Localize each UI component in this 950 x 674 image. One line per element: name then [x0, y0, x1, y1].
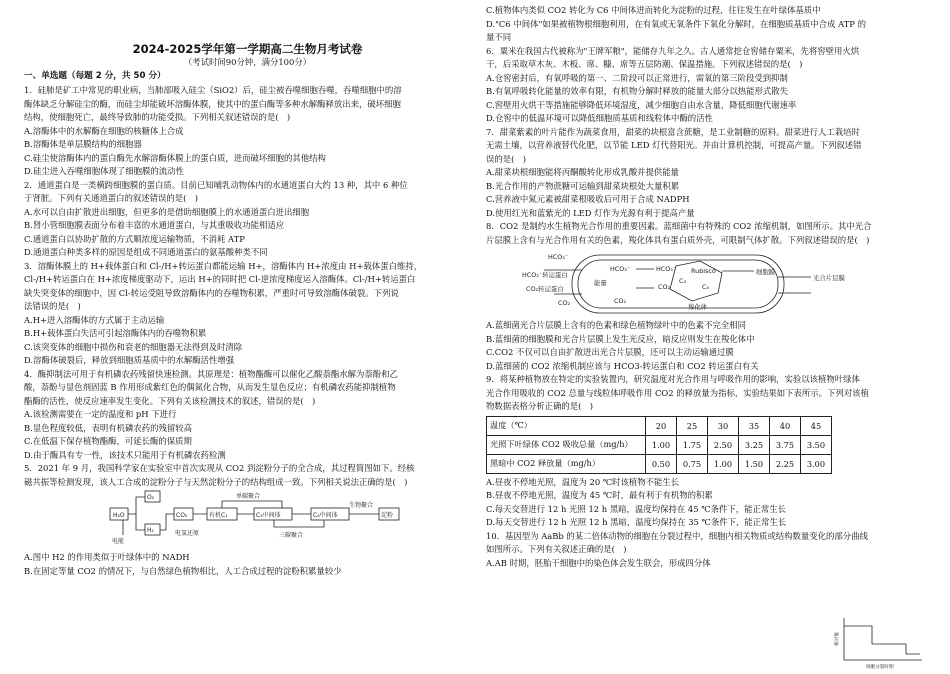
right-mid-line: D.蓝细菌的 CO2 浓缩机制应该与 HCO3-转运蛋白和 CO2 转运蛋白有关 [486, 360, 759, 371]
right-line: C.植物体内类似 CO2 转化为 C6 中间体进而转化为淀粉的过程，往往发生在叶绿体基质中 [486, 5, 821, 15]
fig10-xlabel: 细胞分裂时期 [866, 665, 894, 670]
left-line: D.通道蛋白种类多样的原因是组成不同通道蛋白的氨基酸种类不同 [24, 247, 268, 257]
fig8-rubisco: Rubisco [691, 267, 716, 275]
table-cell: 1.50 [739, 454, 770, 473]
right-mid-line: A.蓝细菌光合片层膜上含有的色素和绿色植物绿叶中的色素不完全相同 [486, 320, 746, 330]
fig8-co2-transporter: CO₂转运蛋白 [526, 285, 564, 293]
right-line: D.使用红光和蓝紫光的 LED 灯作为光源有利于提高产量 [486, 207, 695, 218]
table-cell: 1.00 [646, 435, 677, 454]
left-line: C.该突变体的细胞中损伤和衰老的细胞器无法得到及时清除 [24, 341, 243, 352]
table-cell: 3.25 [739, 435, 770, 454]
right-bottom-line: D.每天交替进行 12 h 光照 12 h 黑暗，温度均保持在 35 ℃条件下，能正常生长 [486, 517, 787, 527]
right-line: 误的是( ) [486, 153, 527, 164]
fig8-cell-membrane: 细胞膜 [756, 268, 776, 276]
table-cell: 3.00 [801, 454, 832, 473]
left-line: C.硅尘使溶酶体内的蛋白酶先水解溶酶体膜上的蛋白质，进而破坏细胞的其他结构 [24, 152, 326, 163]
table-temp: 40 [770, 416, 801, 435]
left-line: 酸，萘酚与显色剂固蓝 B 作用形成紫红色的偶氮化合物，从而发生显色反应；有机磷农药能抑制植物 [24, 382, 396, 392]
fig8-photo-layer: 光合片层膜 [813, 274, 845, 282]
starch-synthesis-diagram [24, 489, 471, 551]
left-line: D.溶酶体破裂后，释放到细胞质基质中的水解酶活性增强 [24, 355, 235, 365]
cell-division-svg [826, 614, 930, 670]
table-cell: 2.25 [770, 454, 801, 473]
table-temp: 45 [801, 416, 832, 435]
right-line: 片层膜上含有与光合作用有关的色素，羧化体具有蛋白质外壳，可限制气体扩散。下列叙述错误的是( ) [486, 234, 870, 245]
left-line: A.H+进入溶酶体的方式属于主动运输 [24, 314, 165, 325]
table-temp: 30 [708, 416, 739, 435]
left-line: B.显色程度较低，表明有机磷农药的残留较高 [24, 422, 192, 433]
right-bottom-line: A.AB 时期，胚胎干细胞中的染色体会发生联会，形成四分体 [486, 557, 711, 568]
right-bottom-line: C.每天交替进行 12 h 光照 12 h 黑暗，温度均保持在 45 ℃条件下，能正常生长 [486, 503, 786, 514]
left-line: B.溶酶体是单层膜结构的细胞器 [24, 139, 142, 149]
fig5-c3: C₃中间体 [256, 512, 281, 519]
right-mid-line: 物数据表格分析正确的是( ) [486, 401, 594, 411]
fig5-h2: H₂ [147, 527, 154, 534]
left-line: B.H+载体蛋白失活可引起溶酶体内的吞噬物积累 [24, 328, 207, 338]
table-row [487, 454, 832, 473]
right-bottom-line: 10．基因型为 AaBb 的某二倍体动物的细胞在分裂过程中，细胞内相关物质或结构数量变化的部分曲线 [486, 530, 868, 541]
cyanobacteria-svg [486, 247, 932, 319]
table-row [487, 435, 832, 454]
fig8-hco3-transporter: HCO₃⁻转运蛋白 [522, 271, 568, 279]
fig5-co2: CO₂ [176, 512, 188, 519]
right-line: 无需土壤，以营养液替代化肥，以节能 LED 灯代替阳光。并由计算机控制，可提高产量。下列叙述错 [486, 140, 862, 150]
left-line: C.通道蛋白以协助扩散的方式顺浓度运输物质，不消耗 ATP [24, 233, 245, 244]
right-mid-line: 光合作用吸收的 CO2 总量与线粒体呼吸作用 CO2 的释放量为指标，实验结果如下表所示。下列对该植 [486, 387, 869, 398]
right-line: 6．粟米在我国古代被称为"王牌军粮"，能储存九年之久。古人通常挖仓窖储存粟米，先将窖壁用火烘 [486, 45, 860, 56]
table-temp: 25 [677, 416, 708, 435]
left-line: 磁共振等检测发现，该人工合成的淀粉分子与天然淀粉分子的结构组成一致。下列相关说法正确的是( ) [24, 476, 408, 487]
left-line: 2．通道蛋白是一类横跨细胞膜的蛋白质。目前已知哺乳动物体内的水通道蛋白大约 13 种，其中 6 种位 [24, 179, 408, 190]
right-line: A.甜菜块根细胞能将丙酮酸转化形成乳酸并提供能量 [486, 167, 679, 177]
cell-division-graph [826, 614, 930, 670]
fig8-co2-out: CO₂ [558, 299, 571, 307]
q5-options [24, 551, 471, 578]
right-line: A.仓窖密封后，有氧呼吸的第一、二阶段可以正常进行，需氧的第三阶段受到抑制 [486, 72, 788, 83]
left-line: A.溶酶体中的水解酶在细胞的核糖体上合成 [24, 125, 184, 136]
fig5-single: 单碳聚合 [236, 493, 261, 500]
right-line: 7．甜菜紫素的叶片能作为蔬菜食用，甜菜的块根富含蔗糖，是工业制糖的原料。甜菜进行人工栽培时 [486, 126, 860, 137]
left-bottom-line: A.图中 H2 的作用类似于叶绿体中的 NADH [24, 552, 190, 562]
fig8-co2-in2: CO₂ [658, 283, 671, 291]
left-line: 酯酶的活性，使反应速率发生变化。下列有关该检测技术的叙述，错误的是( ) [24, 395, 316, 406]
right-line: 量不同 [486, 32, 512, 42]
cyanobacteria-diagram [486, 247, 932, 319]
fig5-o2: O₂ [147, 494, 155, 501]
exam-title: 2024-2025学年第一学期高二生物月考试卷 [132, 42, 363, 56]
fig8-hco3-out: HCO₃⁻ [548, 253, 569, 261]
right-mid-line: B.蓝细菌的细胞膜和光合片层膜上发生光反应，暗反应则发生在羧化体中 [486, 333, 755, 344]
right-bottom-line: A.昼夜不停地光照，温度为 20 ℃时该植物不能生长 [486, 476, 680, 487]
left-line: B.肾小管细胞膜表面分布着丰富的水通道蛋白，与其重吸收功能相适应 [24, 220, 285, 230]
fig5-organic-c1: 有机C₁ [209, 512, 228, 519]
fig8-hco3-in: HCO₃⁻ [610, 265, 631, 273]
table-row-label: 黑暗中 CO2 释放量（mg/h） [487, 454, 646, 473]
left-line: 3．溶酶体膜上的 H+载体蛋白和 Cl-/H+转运蛋白都能运输 H+，溶酶体内 H+浓度由 H+载体蛋白维持， [24, 260, 423, 271]
right-mid-line: C.CO2 不仅可以自由扩散进出光合片层膜，还可以主动运输通过膜 [486, 347, 734, 357]
right-line: C.营养液中氮元素被甜菜根吸收后可用于合成 NADPH [486, 194, 690, 204]
left-line: 于肾脏。下列有关通道蛋白的叙述错误的是( ) [24, 193, 199, 203]
table-cell: 0.50 [646, 454, 677, 473]
fig5-bio: 生物聚合 [349, 502, 374, 509]
starch-synthesis-svg [24, 489, 471, 551]
table-cell: 1.00 [708, 454, 739, 473]
q9-q10-text [486, 476, 932, 571]
left-line: D.硅尘进入吞噬细胞体现了细胞膜的流动性 [24, 166, 184, 176]
table-cell: 3.75 [770, 435, 801, 454]
left-line: 结构，使细胞死亡，最终导致肺的功能受损。下列相关叙述错误的是( ) [24, 112, 291, 122]
table-row-label: 光照下叶绿体 CO2 吸收总量（mg/h） [487, 435, 646, 454]
fig8-energy: 能量 [594, 279, 607, 287]
left-column [24, 0, 471, 578]
left-line: 酶体缺乏分解硅尘的酶，而硅尘却能破坏溶酶体膜，使其中的蛋白酶等多种水解酶释放出来，破坏细胞 [24, 98, 401, 109]
fig5-c6: C₆中间体 [313, 512, 338, 519]
q8-q9-text [486, 319, 932, 414]
right-line: 8．CO2 是制约水生植物光合作用的重要因素。蓝细菌中有特殊的 CO2 浓缩机制，如图所示。其中光合 [486, 221, 872, 231]
left-line: A.水可以自由扩散进出细胞，但更多的是借助细胞膜上的水通道蛋白进出细胞 [24, 206, 310, 217]
right-question-text [486, 4, 932, 247]
right-mid-line: 9．将某种植物放在特定的实验装置内，研究温度对光合作用与呼吸作用的影响，实验以该植物叶绿体 [486, 374, 860, 384]
fig5-h2o: H₂O [113, 512, 125, 519]
left-line: D.由于酶具有专一性，该技术只能用于有机磷农药检测 [24, 449, 226, 460]
fig8-hco3-in2: HCO₃⁻ [656, 265, 677, 273]
table-cell: 2.50 [708, 435, 739, 454]
left-line: 1．硅肺是矿工中常见的职业病，当肺部吸入硅尘（SiO2）后，硅尘被吞噬细胞吞噬，吞噬细胞中的溶 [24, 85, 402, 95]
fig5-starch: 淀粉 [381, 512, 394, 519]
left-line: C.在低温下保存植物酯酶，可延长酶的保质期 [24, 436, 192, 446]
table-temp: 35 [739, 416, 770, 435]
table-cell: 1.75 [677, 435, 708, 454]
exam-subtitle: （考试时间90分钟，满分100分） [183, 57, 312, 67]
left-bottom-line: B.在固定等量 CO2 的情况下，与自然绿色植物相比，人工合成过程的淀粉积累量较少 [24, 565, 342, 576]
temperature-data-table [486, 416, 832, 474]
fig10-ylabel: 相对值 [835, 632, 840, 646]
table-cell: 0.75 [677, 454, 708, 473]
table-cell: 3.50 [801, 435, 832, 454]
right-line: B.光合作用的产物蔗糖可运输到甜菜块根处大量积累 [486, 180, 680, 191]
right-line: 干，后采取草木灰、木板、席、糠、席等五层防潮、保温措施。下列叙述错误的是( ) [486, 59, 803, 69]
right-line: C.窖壁用火烘干等措施能够降低环境湿度，减少细胞自由水含量，降低细胞代谢速率 [486, 99, 797, 110]
table-header-row [487, 416, 832, 435]
left-line: 5．2021 年 9 月，我国科学家在实验室中首次实现从 CO2 到淀粉分子的全合成，其过程简图如下。经核 [24, 463, 415, 473]
fig8-carboxysome: 羧化体 [688, 303, 708, 311]
left-line: Cl-/H+转运蛋白在 H+浓度梯度驱动下，运出 H+的同时把 Cl-逆浓度梯度运入溶酶体。Cl-/H+转运蛋白 [24, 274, 416, 284]
left-line: 缺失突变体的细胞中，因 Cl-转运受阻导致溶酶体内的吞噬物积累，严重时可导致溶酶体破裂。下列说 [24, 287, 399, 298]
left-question-text [24, 84, 471, 489]
left-line: A.该检测需要在一定的温度和 pH 下进行 [24, 409, 177, 419]
fig8-co2-in: CO₂ [614, 297, 627, 305]
left-line: 4．酶抑制法可用于有机磷农药残留快速检测。其原理是：植物酯酶可以催化乙酸萘酯水解为萘酚和乙 [24, 368, 398, 379]
fig5-catalysis: 电氢还原 [175, 530, 200, 537]
table-header-label: 温度（℃） [487, 416, 646, 435]
fig8-c5: C₅ [702, 283, 710, 291]
fig5-tri: 三碳聚合 [279, 532, 304, 539]
right-bottom-line: B.昼夜不停地光照，温度为 45 ℃时，最有利于有机物的积累 [486, 490, 713, 500]
table-temp: 20 [646, 416, 677, 435]
left-line: 法错误的是( ) [24, 301, 81, 311]
section-heading: 一、单选题（每题 2 分，共 50 分） [24, 71, 166, 81]
right-column [486, 4, 932, 570]
right-line: D."C6 中间体"如果被植物根细胞利用，在有氧或无氧条件下氧化分解时，在细胞质基质中合成 ATP 的 [486, 18, 866, 29]
right-line: D.仓窖中的低温环境可以降低细胞质基质和线粒体中酶的活性 [486, 113, 713, 123]
fig8-c3: C₃ [679, 277, 687, 285]
fig5-electric: 电能 [112, 538, 125, 545]
right-bottom-line: 如图所示。下列有关叙述正确的是( ) [486, 544, 627, 554]
right-line: B.有氧呼吸转化能量的效率有限，有机物分解时释放的能量大部分以热能形式散失 [486, 86, 788, 96]
